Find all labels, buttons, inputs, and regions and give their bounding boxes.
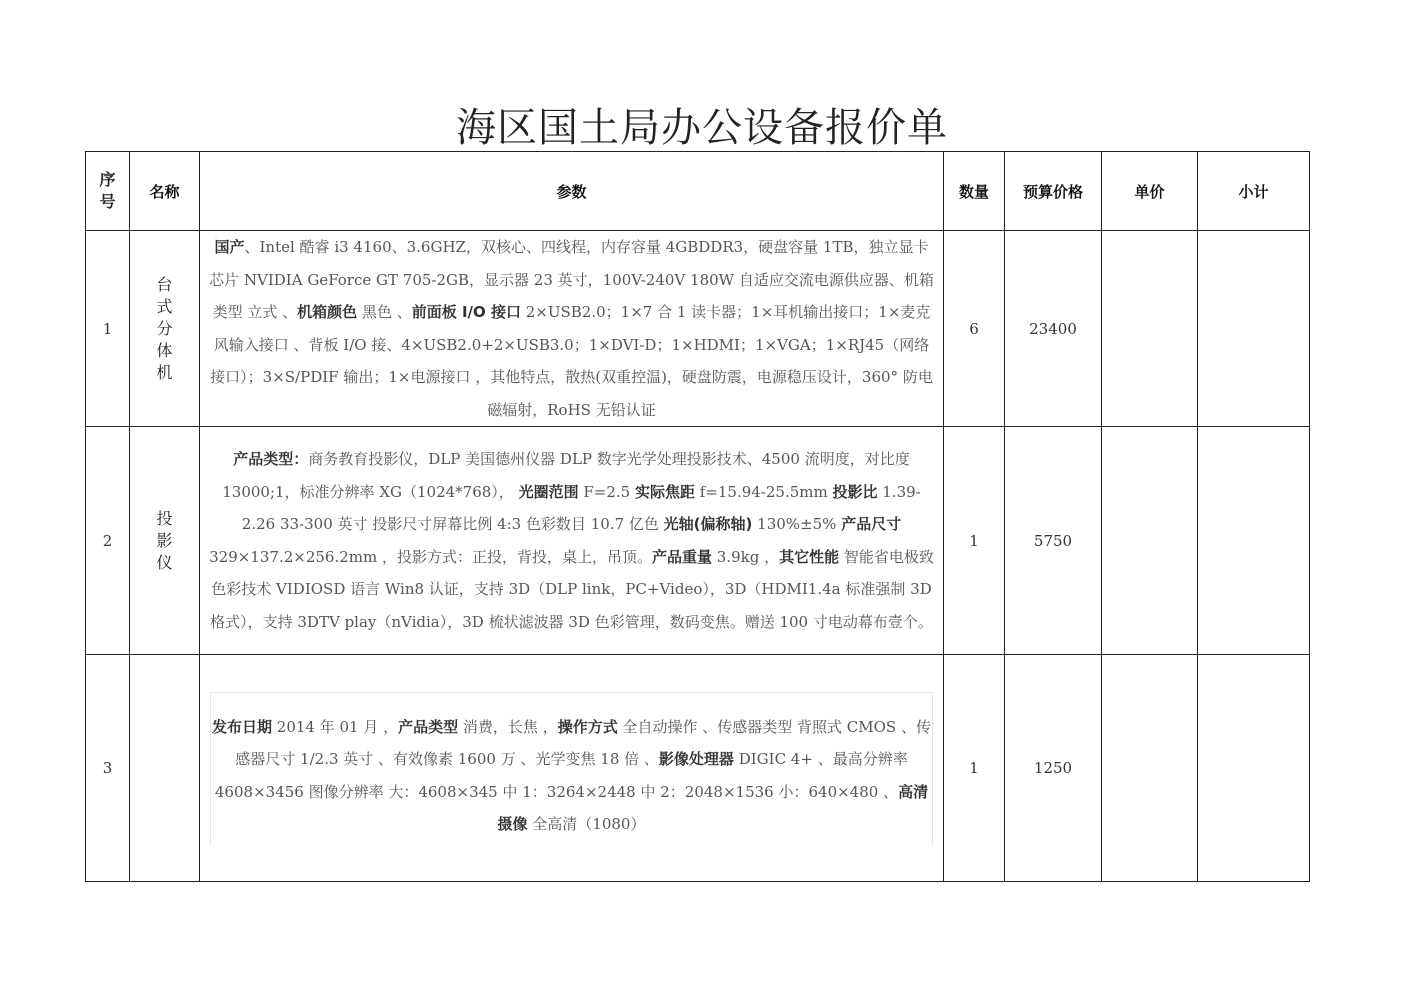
param-text: 商务教育投影仪，DLP 美国德州仪器 DLP 数字光学处理投影技术、4500 流明度，对比度 13000;1，标准分辨率 XG（1024*768），: [222, 450, 910, 501]
param-text: 全自动操作 、传感器类型 背照式 CMOS 、传感器尺寸 1/2.3 英寸 、有效像素 1600 万 、光学变焦 18 倍 、: [235, 717, 931, 768]
cell-unit-price: [1102, 427, 1198, 655]
cell-budget: 23400: [1005, 231, 1102, 427]
param-key: 国产: [214, 238, 245, 256]
cell-subtotal: [1198, 231, 1310, 427]
table-row: [86, 427, 1310, 655]
header-row: [86, 152, 1310, 231]
params-text: [208, 443, 935, 638]
param-key: 影像处理器: [658, 750, 734, 768]
header-qty: 数量: [944, 152, 1005, 231]
cell-name: 台式分体机: [130, 231, 200, 427]
param-key: 机箱颜色: [297, 303, 358, 321]
param-text: 2×USB2.0；1×7 合 1 读卡器；1×耳机输出接口；1×麦克风输入接口 、背板 I/O 接、4×USB2.0+2×USB3.0；1×DVI-D；1×HDMI；1×VGA；1×RJ45（网络接口）；3×S/PDIF 输出；1×电源接口 ，其他特点，散热(双重控温)，硬盘防震，电源稳压设计，360° 防电磁辐射，RoHS 无铅认证: [210, 303, 933, 419]
header-subtotal: 小计: [1198, 152, 1310, 231]
cell-params: [200, 427, 944, 655]
param-key: 光轴(偏称轴): [663, 515, 753, 533]
param-key: 投影比: [832, 482, 878, 501]
param-key: 实际焦距: [634, 482, 695, 501]
cell-unit-price: [1102, 655, 1198, 882]
param-key: 其它性能: [779, 547, 840, 566]
cell-params: [200, 655, 944, 882]
header-unit-price: 单价: [1102, 152, 1198, 231]
param-text: 消费，长焦 ，: [458, 717, 558, 736]
param-text: f=15.94-25.5mm: [694, 482, 833, 501]
param-key: 产品尺寸: [841, 515, 902, 533]
param-text: 3.9kg ，: [712, 547, 780, 566]
cell-subtotal: [1198, 655, 1310, 882]
param-key: 发布日期: [212, 717, 273, 736]
param-text: 130%±5%: [752, 515, 842, 533]
cell-unit-price: [1102, 231, 1198, 427]
quote-table: [85, 151, 1310, 882]
cell-subtotal: [1198, 427, 1310, 655]
param-text: 黑色 、: [357, 303, 412, 321]
cell-name: [130, 655, 200, 882]
cell-no: 3: [86, 655, 130, 882]
param-text: 全高清（1080）: [527, 815, 646, 833]
cell-params: [200, 231, 944, 427]
cell-qty: 1: [944, 655, 1005, 882]
params-text: [208, 231, 935, 426]
param-key: 产品重量: [651, 547, 712, 566]
param-key: 光圈范围: [518, 482, 579, 501]
cell-qty: 6: [944, 231, 1005, 427]
param-text: 、Intel 酷睿 i3 4160、3.6GHZ，双核心、四线程，内存容量 4GBDDR3，硬盘容量 1TB，独立显卡芯片 NVIDIA GeForce GT 705-2GB，显示器 23 英寸，100V-240V 180W 自适应交流电源供应器、机箱类型 立式 、: [209, 238, 934, 321]
page-title: 海区国土局办公设备报价单: [456, 105, 948, 151]
cell-no: 2: [86, 427, 130, 655]
param-text: 329×137.2×256.2mm ，投影方式：正投，背投，桌上，吊顶。: [209, 547, 652, 566]
param-text: DIGIC 4+ 、最高分辨率 4608×3456 图像分辨率 大：4608×345 中 1：3264×2448 中 2：2048×1536 小：640×480 、: [214, 750, 908, 801]
table-row: [86, 655, 1310, 882]
params-text: [211, 711, 932, 841]
cell-qty: 1: [944, 427, 1005, 655]
cell-budget: 1250: [1005, 655, 1102, 882]
cell-budget: 5750: [1005, 427, 1102, 655]
header-budget: 预算价格: [1005, 152, 1102, 231]
header-no: 序号: [86, 152, 130, 231]
param-text: 1.39-2.26 33-300 英寸 投影尺寸屏幕比例 4:3 色彩数目 10.7 亿色: [241, 482, 921, 533]
cell-no: 1: [86, 231, 130, 427]
cell-name: 投影仪: [130, 427, 200, 655]
param-text: 智能省电极致色彩技术 VIDIOSD 语言 Win8 认证，支持 3D（DLP link，PC+Video），3D（HDMI1.4a 标准强制 3D 格式），支持 3DTV play（nVidia），3D 梳状滤波器 3D 色彩管理，数码变焦。赠送 100 寸电动幕布壹个。: [210, 547, 934, 631]
param-key: 前面板 I/O 接口: [411, 303, 521, 321]
header-params: 参数: [200, 152, 944, 231]
header-name: 名称: [130, 152, 200, 231]
param-text: F=2.5: [578, 482, 635, 501]
param-text: 2014 年 01 月 ，: [272, 717, 399, 736]
table-row: [86, 231, 1310, 427]
param-key: 操作方式: [557, 717, 618, 736]
param-key: 产品类型: [398, 717, 459, 736]
param-key: 高清摄像: [497, 782, 929, 833]
param-key: 产品类型：: [233, 450, 309, 468]
